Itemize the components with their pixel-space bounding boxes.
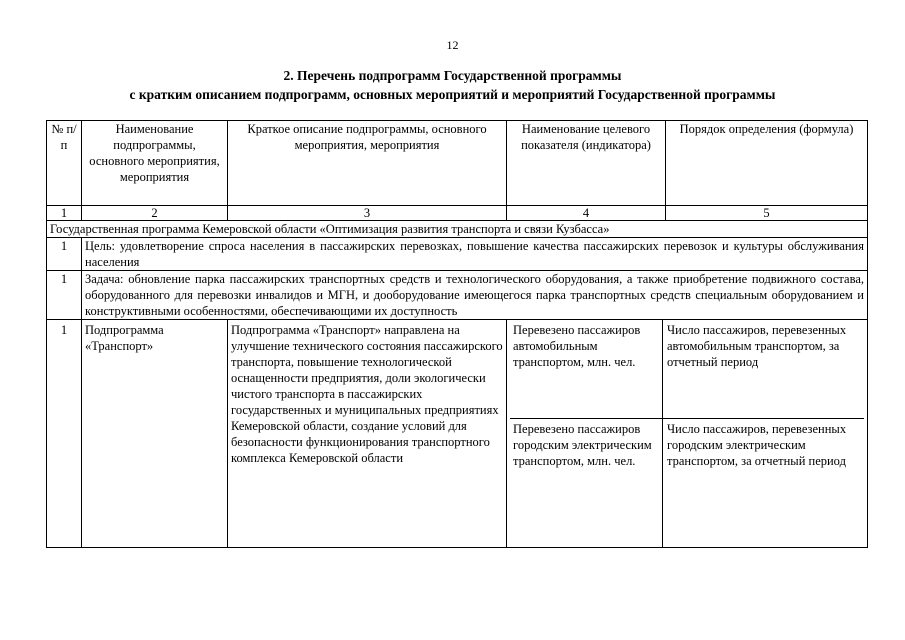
- subprogram-num: 1: [47, 320, 82, 548]
- indicator-name: Перевезено пассажиров городским электрическим транспортом, млн. чел.: [510, 419, 663, 547]
- indicators-cell: [507, 320, 868, 548]
- header-num: № п/п: [47, 121, 82, 206]
- goal-num: 1: [47, 238, 82, 271]
- program-row: [47, 221, 868, 238]
- column-number-row: [47, 206, 868, 221]
- indicator-row: [510, 419, 864, 547]
- indicator-row: [510, 320, 864, 419]
- section-title: 2. Перечень подпрограмм Государственной программы: [283, 68, 622, 83]
- header-formula: Порядок определения (формула): [666, 121, 868, 206]
- column-number: 1: [47, 206, 82, 221]
- task-text: Задача: обновление парка пассажирских транспортных средств и технологического оборудования, а также приобретение подвижного состава, оборудованного для перевозки инвалидов и МГН, и дооборудование имеющегося парка транспортных средств специальным оборудованием и конструктивными особенностями, обеспечивающими их доступность: [82, 271, 868, 320]
- task-row: [47, 271, 868, 320]
- indicator-formula: Число пассажиров, перевезенных автомобильным транспортом, за отчетный период: [667, 323, 847, 369]
- header-name: Наименование подпрограммы, основного мероприятия, мероприятия: [82, 121, 228, 206]
- subprograms-table: [46, 120, 868, 548]
- subprogram-row: [47, 320, 868, 548]
- program-title: Государственная программа Кемеровской области «Оптимизация развития транспорта и связи Кузбасса»: [47, 221, 868, 238]
- column-number: 3: [228, 206, 507, 221]
- column-number: 2: [82, 206, 228, 221]
- indicator-name: Перевезено пассажиров автомобильным транспортом, млн. чел.: [510, 320, 663, 418]
- header-description: Краткое описание подпрограммы, основного мероприятия, мероприятия: [228, 121, 507, 206]
- task-num: 1: [47, 271, 82, 320]
- indicator-formula: Число пассажиров, перевезенных городским электрическим транспортом, за отчетный период: [667, 422, 847, 468]
- subprogram-name: Подпрограмма «Транспорт»: [82, 320, 228, 548]
- column-number: 4: [507, 206, 666, 221]
- section-subtitle: с кратким описанием подпрограмм, основных мероприятий и мероприятий Государственной программы: [129, 87, 776, 102]
- header-indicator: Наименование целевого показателя (индикатора): [507, 121, 666, 206]
- goal-row: [47, 238, 868, 271]
- column-number: 5: [666, 206, 868, 221]
- page-number: 12: [446, 38, 459, 52]
- table-header-row: [47, 121, 868, 206]
- goal-text: Цель: удовлетворение спроса населения в пассажирских перевозках, повышение качества пассажирских перевозок и культуры обслуживания населения: [82, 238, 868, 271]
- subprogram-description: Подпрограмма «Транспорт» направлена на улучшение технического состояния пассажирского транспорта, повышение технологической оснащенности предприятия, доли экологически чистого транспорта в пассажирских государственных и муниципальных предприятиях Кемеровской области, создание условий для безопасности функционирования транспортного комплекса Кемеровской области: [228, 320, 507, 548]
